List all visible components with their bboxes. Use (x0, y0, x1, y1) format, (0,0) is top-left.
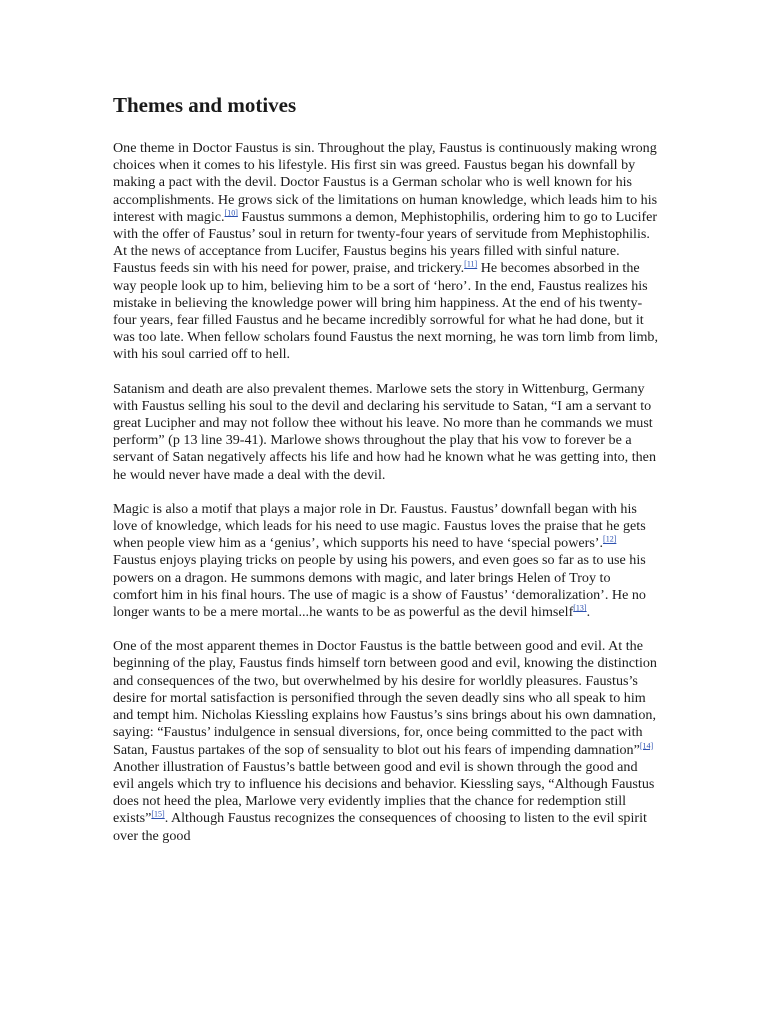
text-run: One of the most apparent themes in Doctor Faustus is the battle between good and evil. At the beginning of the play, Faustus finds himself torn between good and evil, knowing the distinction and consequences of the two, but overwhelmed by his desire for worldly pleasures. Faustus’s desire for mortal satisfaction is personified through the seven deadly sins who all speak to him and tempt him. Nicholas Kiessling explains how Faustus’s sins brings about his own damnation, saying: “Faustus’ indulgence in sensual diversions, for, once being committed to the pact with Satan, Faustus partakes of the sop of sensuality to blot out his fears of impending damnation” (113, 638, 657, 758)
citation-link-11[interactable]: [11] (464, 259, 478, 269)
document-page (113, 92, 658, 862)
text-run: Satanism and death are also prevalent themes. Marlowe sets the story in Wittenburg, Germany with Faustus selling his soul to the devil and declaring his servitude to Satan, “I am a servant to great Lucipher and may not follow thee without his leave. No more than he commands we must perform” (p 13 line 39-41). Marlowe shows throughout the play that his vow to forever be a servant of Satan negatively affects his life and how had he known what he was getting into, then he would never have made a deal with the devil. (113, 380, 656, 483)
paragraph-sin (113, 140, 658, 364)
paragraph-good-evil (113, 638, 658, 844)
section-heading: Themes and motives (113, 93, 297, 117)
text-run: Faustus enjoys playing tricks on people by using his powers, and even goes so far as to use his powers on a dragon. He summons demons with magic, and later brings Helen of Troy to comfort him in his final hours. The use of magic is a show of Faustus’ ‘demoralization’. He no longer wants to be a mere mortal...he wants to be as powerful as the devil himself (113, 552, 646, 621)
citation-link-14[interactable]: [14] (639, 740, 654, 750)
text-run: He becomes absorbed in the way people look up to him, believing him to be a sort of ‘hero’. In the end, Faustus realizes his mistake in believing the knowledge power will bring him happiness. At the end of his twenty-four years, fear filled Faustus and he became incredibly sorrowful for what he had done, but it was too late. When fellow scholars found Faustus the next morning, he was torn limb from limb, with his soul carried off to hell. (113, 260, 658, 363)
citation-link-15[interactable]: [15] (151, 809, 165, 819)
paragraph-satanism (113, 381, 658, 484)
text-run: . (586, 604, 591, 621)
text-run: Faustus summons a demon, Mephistophilis, ordering him to go to Lucifer with the offer of Faustus’ soul in return for twenty-four years of servitude from Mephistophilis. At the news of acceptance from Lucifer, Faustus begins his years filled with sinful nature. Faustus feeds sin with his need for power, praise, and trickery. (113, 208, 658, 277)
text-run: . Although Faustus recognizes the consequences of choosing to listen to the evil spirit over the good (113, 810, 647, 844)
text-run: One theme in Doctor Faustus is sin. Throughout the play, Faustus is continuously making wrong choices when it comes to his lifestyle. His first sin was greed. Faustus began his downfall by making a pact with the devil. Doctor Faustus is a German scholar who is well known for his accomplishments. He grows sick of the limitations on human knowledge, which leads him to his interest with magic. (113, 140, 658, 225)
citation-link-12[interactable]: [12] (603, 534, 617, 544)
citation-link-13[interactable]: [13] (573, 603, 587, 613)
paragraph-magic (113, 501, 658, 621)
text-run: Magic is also a motif that plays a major role in Dr. Faustus. Faustus’ downfall began with his love of knowledge, which leads for his need to use magic. Faustus loves the praise that he gets when people view him as a ‘genius’, which supports his need to have ‘special powers’. (113, 500, 646, 552)
text-run: Another illustration of Faustus’s battle between good and evil is shown through the good and evil angels which try to influence his decisions and behavior. Kiessling says, “Although Faustus does not heed the plea, Marlowe very evidently implies that the chance for redemption still exists” (113, 758, 655, 827)
citation-link-10[interactable]: [10] (224, 208, 238, 218)
